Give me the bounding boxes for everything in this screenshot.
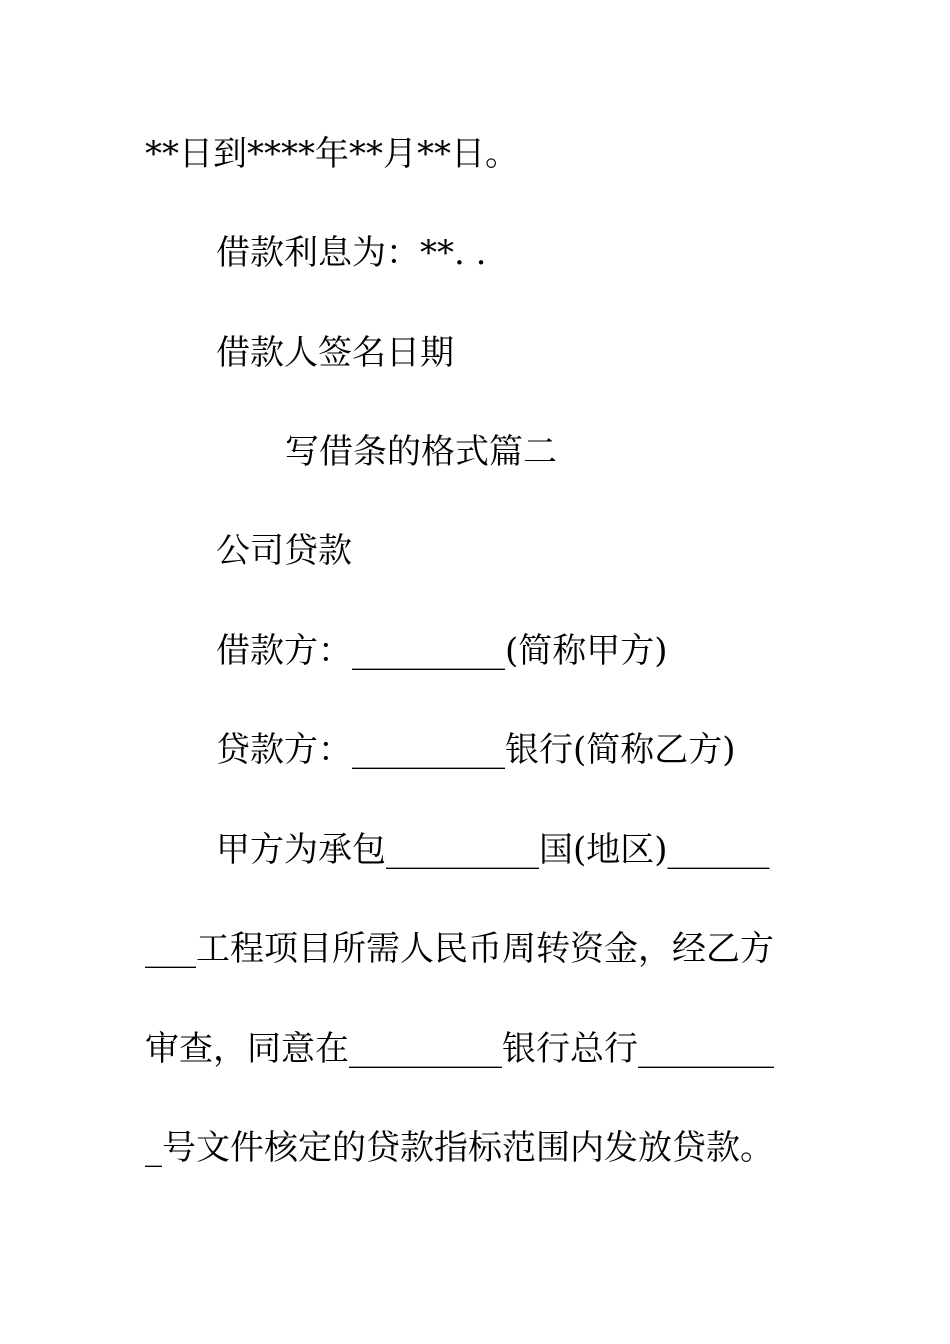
text-line-contract-1: 甲方为承包_________国(地区)______ <box>216 830 770 870</box>
text-line-signature-date: 借款人签名日期 <box>216 333 454 373</box>
text-line-date-range: **日到****年**月**日。 <box>145 134 519 174</box>
text-line-interest: 借款利息为：**. . <box>216 233 487 273</box>
text-line-lender: 贷款方：_________银行(简称乙方) <box>216 730 736 770</box>
text-line-contract-4: _号文件核定的贷款指标范围内发放贷款。 <box>145 1128 774 1168</box>
text-line-contract-3: 审查，同意在_________银行总行________ <box>145 1029 774 1069</box>
text-line-contract-2: ___工程项目所需人民币周转资金，经乙方 <box>145 929 774 969</box>
text-line-company-loan: 公司贷款 <box>216 531 352 571</box>
text-line-borrower: 借款方：_________(简称甲方) <box>216 631 668 671</box>
section-heading: 写借条的格式篇二 <box>285 432 557 472</box>
